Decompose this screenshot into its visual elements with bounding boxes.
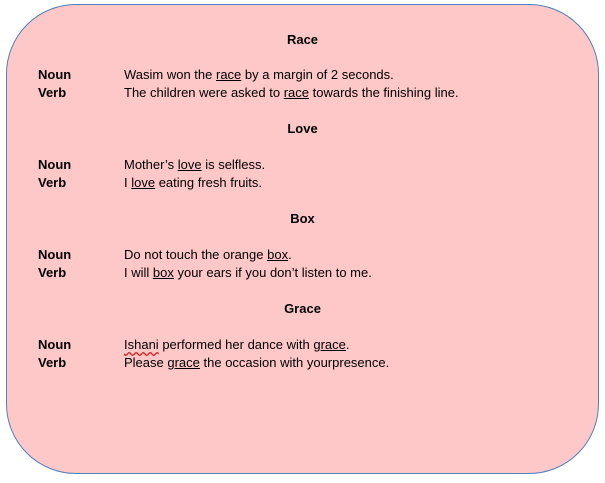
part-of-speech-label: Noun — [38, 247, 72, 262]
sentence-text: . — [345, 337, 350, 352]
underlined-keyword: love — [177, 157, 202, 172]
sentence-text: Wasim won the — [124, 67, 216, 82]
sentence-text: towards the finishing line. — [309, 85, 459, 100]
example-row — [38, 67, 394, 83]
example-sentence — [124, 175, 262, 190]
part-of-speech-label: Verb — [38, 355, 67, 370]
example-sentence — [124, 247, 292, 262]
sentence-text: the occasion with yourpresence. — [199, 355, 390, 370]
sentence-text: by a margin of 2 seconds. — [241, 67, 394, 82]
example-row — [38, 355, 389, 371]
example-row — [38, 265, 372, 281]
section-heading-grace: Grace — [284, 301, 321, 316]
example-sentence — [124, 265, 372, 280]
part-of-speech-label: Noun — [38, 67, 72, 82]
example-row — [38, 247, 292, 263]
sentence-text: I — [124, 175, 132, 190]
part-of-speech-label: Noun — [38, 337, 72, 352]
part-of-speech-label: Verb — [38, 85, 67, 100]
spellcheck-flagged-word: Ishani — [124, 337, 159, 352]
section-heading-box: Box — [290, 211, 315, 226]
part-of-speech-label: Verb — [38, 265, 67, 280]
sentence-text: your ears if you don’t listen to me. — [173, 265, 372, 280]
example-sentence — [124, 85, 459, 100]
example-sentence — [124, 67, 394, 82]
underlined-keyword: grace — [167, 355, 200, 370]
example-row — [38, 157, 265, 173]
sentence-text: eating fresh fruits. — [155, 175, 263, 190]
sentence-text: The children were asked to — [124, 85, 284, 100]
example-row — [38, 85, 459, 101]
example-sentence — [124, 337, 350, 352]
section-heading-race: Race — [286, 32, 319, 47]
example-sentence — [124, 355, 389, 370]
sentence-text: . — [288, 247, 292, 262]
section-heading-love: Love — [287, 121, 318, 136]
underlined-keyword: box — [152, 265, 174, 280]
underlined-keyword: race — [283, 85, 309, 100]
underlined-keyword: box — [267, 247, 289, 262]
underlined-keyword: race — [216, 67, 242, 82]
underlined-keyword: grace — [313, 337, 346, 352]
sentence-text: Do not touch the orange — [124, 247, 268, 262]
part-of-speech-label: Noun — [38, 157, 72, 172]
example-sentence — [124, 157, 265, 172]
sentence-text: Mother’s — [124, 157, 178, 172]
sentence-text: Please — [124, 355, 168, 370]
sentence-text: is selfless. — [201, 157, 266, 172]
example-row — [38, 175, 262, 191]
part-of-speech-label: Verb — [38, 175, 67, 190]
sentence-text: I will — [124, 265, 153, 280]
example-row — [38, 337, 350, 353]
underlined-keyword: love — [131, 175, 156, 190]
sentence-text: performed her dance with — [158, 337, 314, 352]
